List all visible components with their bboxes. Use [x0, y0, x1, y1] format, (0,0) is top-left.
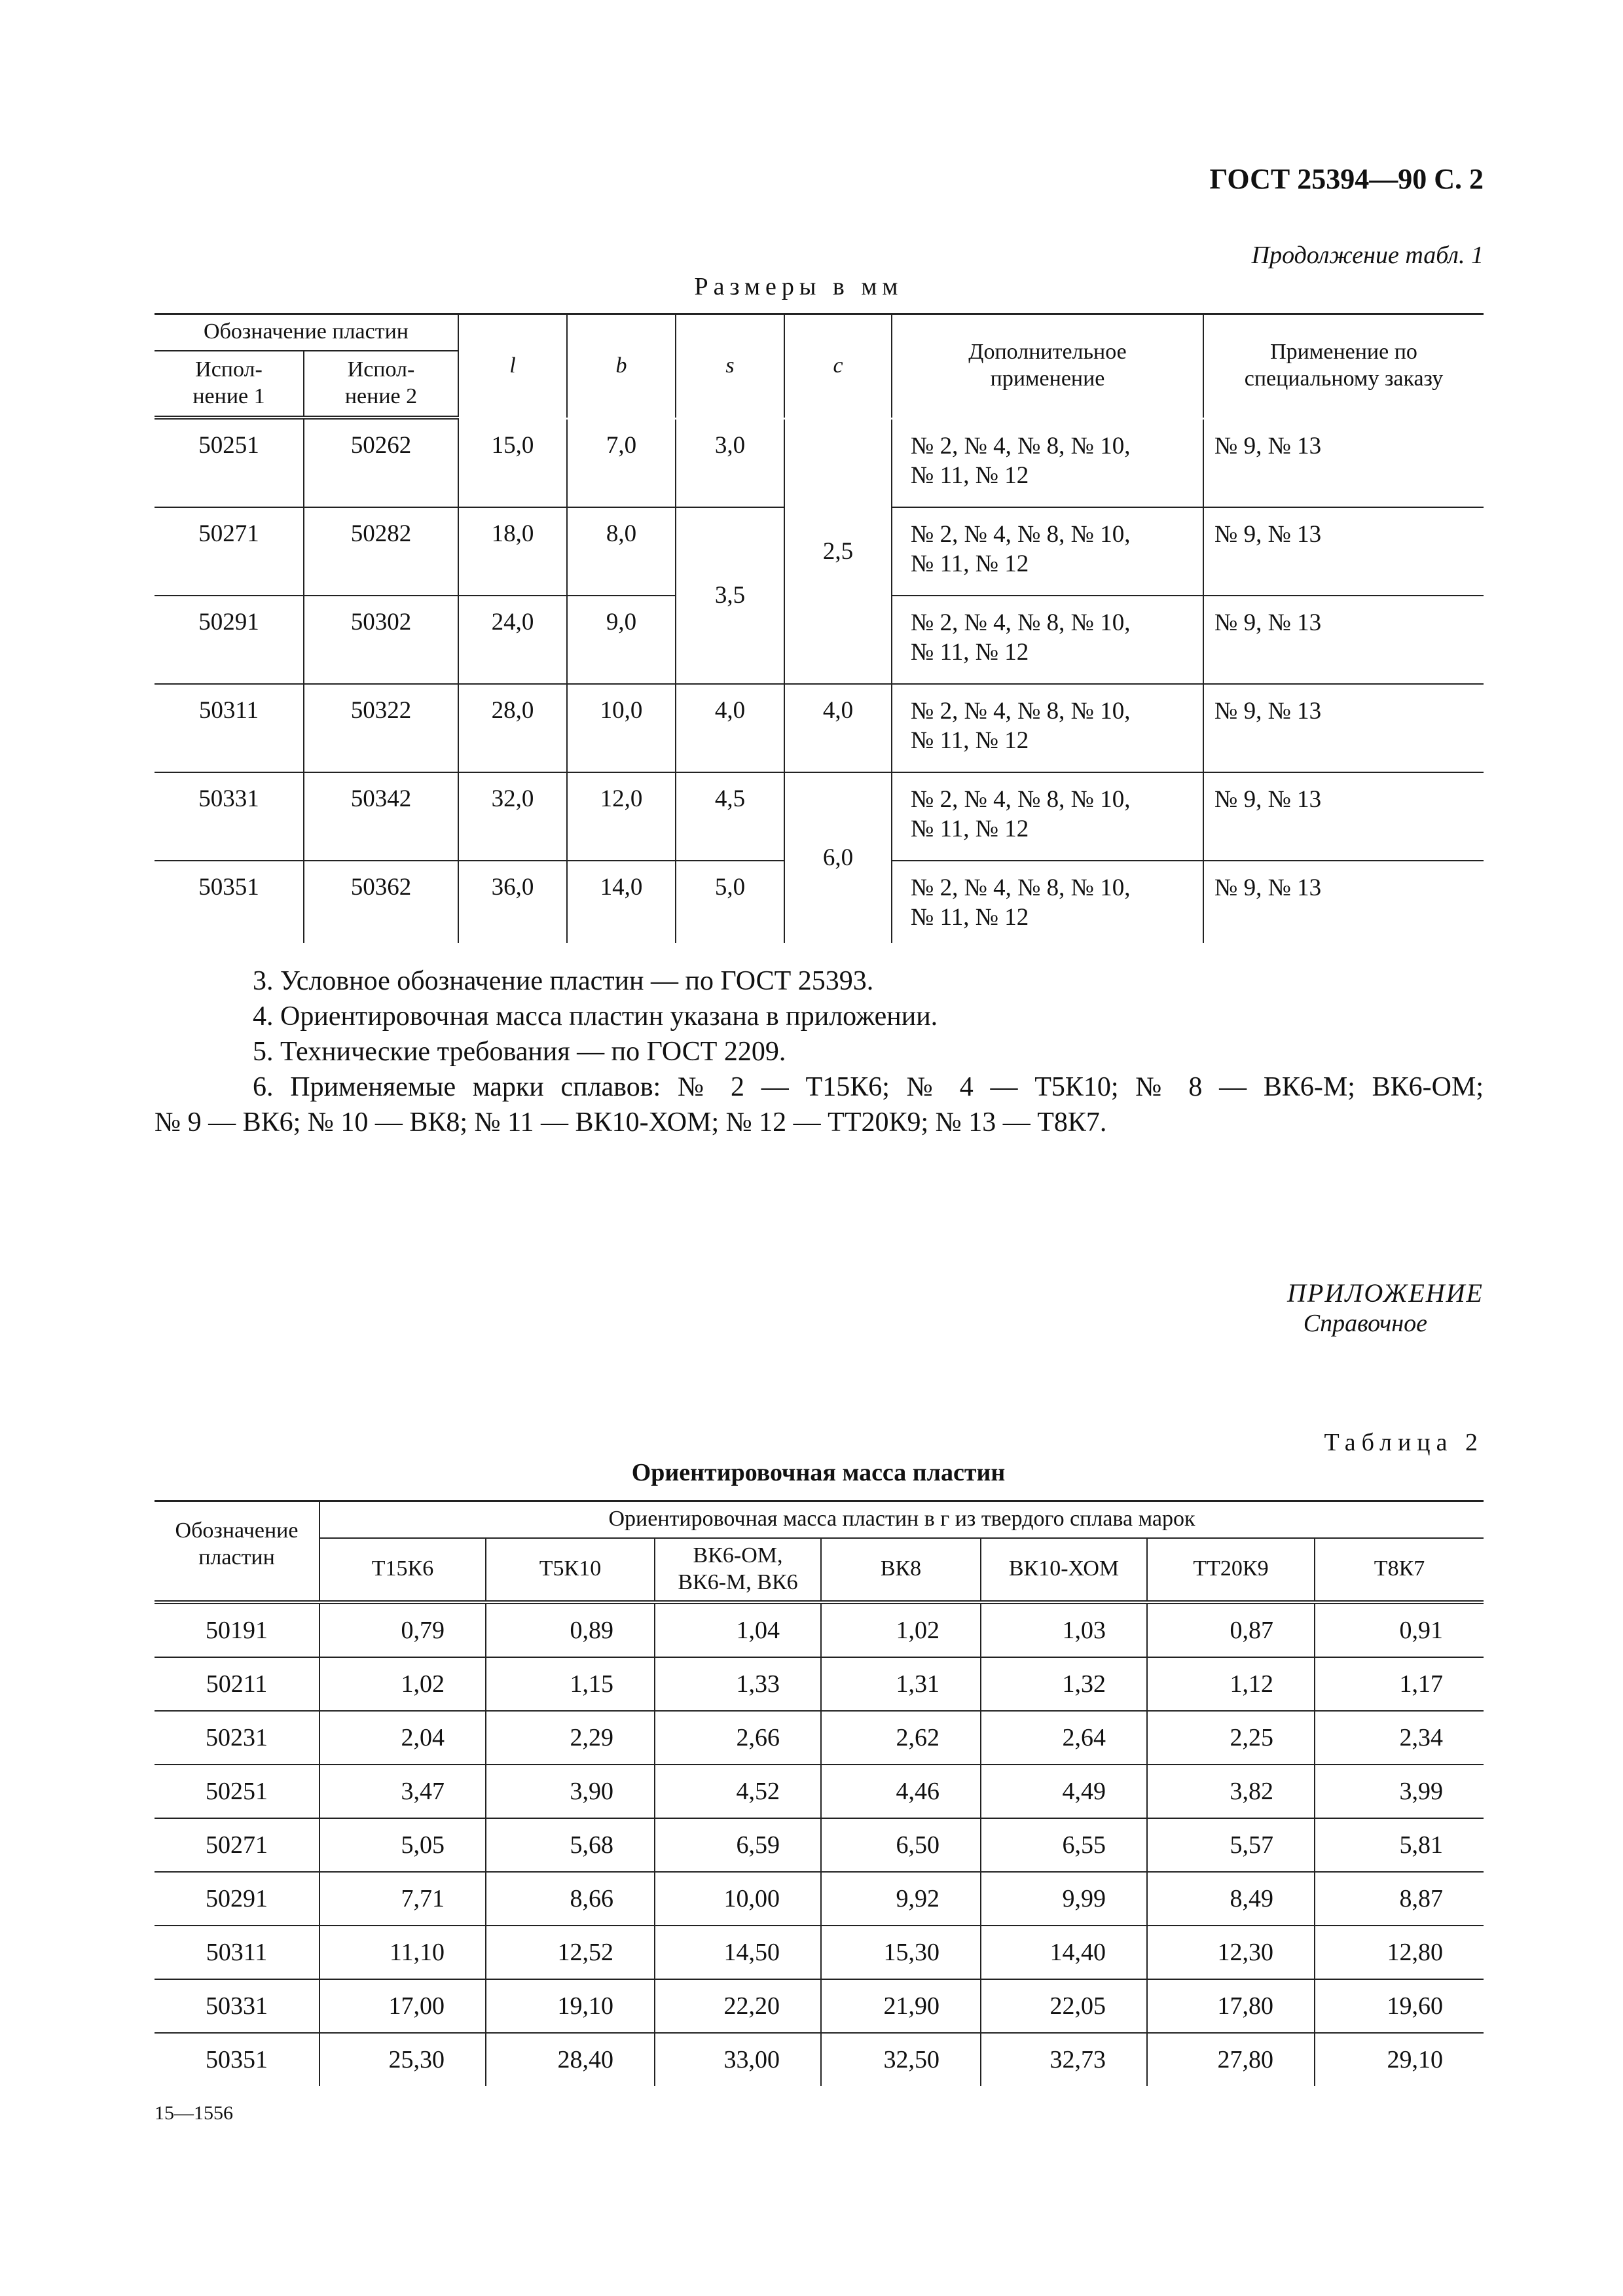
- special-order-cell: № 9, № 13: [1203, 772, 1484, 861]
- table-row: [155, 1765, 1484, 1818]
- mass-cell: 19,10: [486, 1979, 655, 2033]
- footer-code: 15—1556: [155, 2102, 233, 2124]
- table-row: [155, 1926, 1484, 1979]
- mass-cell: 1,04: [655, 1602, 821, 1657]
- table-row: [155, 1711, 1484, 1765]
- designation-cell: 50291: [155, 1872, 319, 1926]
- designation-cell: 50191: [206, 1616, 268, 1644]
- mass-cell: 5,68: [486, 1818, 655, 1872]
- variant1-header: Испол- нение 1: [155, 351, 304, 418]
- mass-cell: 12,30: [1147, 1926, 1315, 1979]
- mass-cell: 1,02: [821, 1602, 981, 1657]
- variant1-cell: 50271: [155, 507, 304, 596]
- mass-cell: 0,91: [1315, 1602, 1484, 1657]
- mass-cell: 0,89: [486, 1602, 655, 1657]
- s-cell: 3,0: [676, 420, 784, 507]
- table-row: [155, 1602, 1484, 1657]
- b-cell: 7,0: [567, 420, 676, 507]
- table2-title: Ориентировочная масса пластин: [631, 1459, 1006, 1486]
- mass-cell: 4,46: [821, 1765, 981, 1818]
- mass-cell: 1,12: [1147, 1657, 1315, 1711]
- s-cell: 4,5: [676, 772, 784, 861]
- alloy-column-header: Т8К7: [1315, 1538, 1484, 1602]
- s-header: s: [676, 314, 784, 418]
- mass-cell: 1,03: [981, 1602, 1147, 1657]
- variant2-cell: 50262: [304, 420, 458, 507]
- note-4: 4. Ориентировочная масса пластин указана в приложении.: [253, 1001, 938, 1031]
- b-cell: 8,0: [567, 507, 676, 596]
- mass-cell: 3,99: [1315, 1765, 1484, 1818]
- mass-cell: 0,79: [319, 1602, 486, 1657]
- variant2-cell: 50342: [304, 772, 458, 861]
- variant2-cell: 50362: [304, 861, 458, 943]
- designation-cell: 50211: [155, 1657, 319, 1711]
- mass-cell: 11,10: [319, 1926, 486, 1979]
- table-continuation-note: Продолжение табл. 1: [1251, 242, 1484, 269]
- mass-cell: 17,80: [1147, 1979, 1315, 2033]
- alloy-column-header: ВК6-ОМ, ВК6-М, ВК6: [655, 1538, 821, 1602]
- table-row: [155, 2033, 1484, 2086]
- designation-cell: 50331: [155, 1979, 319, 2033]
- mass-table: [155, 1500, 1484, 2086]
- l-cell: 24,0: [458, 596, 567, 684]
- mass-cell: 5,05: [319, 1818, 486, 1872]
- mass-cell: 1,17: [1315, 1657, 1484, 1711]
- designation-cell: 50271: [155, 1818, 319, 1872]
- special-order-cell: № 9, № 13: [1203, 861, 1484, 943]
- note-3: 3. Условное обозначение пластин — по ГОСТ 25393.: [253, 966, 874, 996]
- mass-cell: 1,15: [486, 1657, 655, 1711]
- l-cell: 15,0: [458, 420, 567, 507]
- mass-cell: 2,25: [1147, 1711, 1315, 1765]
- additional-use-cell: № 2, № 4, № 8, № 10, № 11, № 12: [892, 507, 1203, 596]
- additional-use-cell: № 2, № 4, № 8, № 10, № 11, № 12: [892, 772, 1203, 861]
- l-cell: 36,0: [458, 861, 567, 943]
- mass-cell: 14,50: [655, 1926, 821, 1979]
- l-cell: 32,0: [458, 772, 567, 861]
- alloy-column-header: ТТ20К9: [1147, 1538, 1315, 1602]
- b-cell: 14,0: [567, 861, 676, 943]
- table-row: [155, 1818, 1484, 1872]
- b-cell: 9,0: [567, 596, 676, 684]
- mass-cell: 32,73: [981, 2033, 1147, 2086]
- c-header: c: [784, 314, 892, 418]
- additional-use-cell: № 2, № 4, № 8, № 10, № 11, № 12: [892, 420, 1203, 507]
- additional-use-cell: № 2, № 4, № 8, № 10, № 11, № 12: [892, 684, 1203, 772]
- designation-cell: 50231: [155, 1711, 319, 1765]
- variant2-cell: 50302: [304, 596, 458, 684]
- s-cell: 3,5: [676, 507, 784, 684]
- mass-cell: 3,47: [319, 1765, 486, 1818]
- mass-cell: 1,33: [655, 1657, 821, 1711]
- mass-cell: 5,81: [1315, 1818, 1484, 1872]
- designation-cell: 50251: [155, 1765, 319, 1818]
- s-cell: 5,0: [676, 861, 784, 943]
- mass-cell: 33,00: [655, 2033, 821, 2086]
- c-cell: 4,0: [784, 684, 892, 772]
- mass-cell: 21,90: [821, 1979, 981, 2033]
- additional-use-cell: № 2, № 4, № 8, № 10, № 11, № 12: [892, 596, 1203, 684]
- alloy-column-header: Т5К10: [486, 1538, 655, 1602]
- mass-cell: 27,80: [1147, 2033, 1315, 2086]
- mass-cell: 1,32: [981, 1657, 1147, 1711]
- mass-cell: 9,92: [821, 1872, 981, 1926]
- mass-cell: 3,82: [1147, 1765, 1315, 1818]
- alloy-column-header: Т15К6: [319, 1538, 486, 1602]
- variant2-header: Испол- нение 2: [304, 351, 458, 418]
- mass-cell: 1,02: [319, 1657, 486, 1711]
- designation-header: Обозначение пластин: [155, 1501, 319, 1602]
- mass-cell: 17,00: [319, 1979, 486, 2033]
- variant1-cell: 50251: [198, 431, 259, 459]
- mass-cell: 22,05: [981, 1979, 1147, 2033]
- b-cell: 10,0: [567, 684, 676, 772]
- mass-cell: 2,34: [1315, 1711, 1484, 1765]
- note-5: 5. Технические требования — по ГОСТ 2209.: [253, 1037, 786, 1067]
- note-6: 6. Применяемые марки сплавов: № 2 — Т15К6; № 4 — Т5К10; № 8 — ВК6-М; ВК6-ОМ;: [253, 1072, 1484, 1102]
- special-order-cell: № 9, № 13: [1203, 507, 1484, 596]
- mass-cell: 22,20: [655, 1979, 821, 2033]
- variant2-cell: 50322: [304, 684, 458, 772]
- mass-cell: 2,29: [486, 1711, 655, 1765]
- notes-section: [155, 963, 1484, 1140]
- special-order-header: Применение по специальному заказу: [1203, 314, 1484, 418]
- note-6-continuation: № 9 — ВК6; № 10 — ВК8; № 11 — ВК10-ХОМ; № 12 — ТТ20К9; № 13 — Т8К7.: [155, 1107, 1107, 1138]
- mass-cell: 14,40: [981, 1926, 1147, 1979]
- mass-cell: 2,64: [981, 1711, 1147, 1765]
- table-row: [155, 1979, 1484, 2033]
- additional-use-cell: № 2, № 4, № 8, № 10, № 11, № 12: [892, 861, 1203, 943]
- table-row: [155, 1657, 1484, 1711]
- designation-cell: 50311: [155, 1926, 319, 1979]
- l-cell: 28,0: [458, 684, 567, 772]
- table-row: [155, 684, 1484, 772]
- page-header: ГОСТ 25394—90 С. 2: [1209, 163, 1484, 195]
- c-cell: 6,0: [784, 772, 892, 943]
- mass-cell: 8,66: [486, 1872, 655, 1926]
- alloy-column-header: ВК10-ХОМ: [981, 1538, 1147, 1602]
- mass-cell: 1,31: [821, 1657, 981, 1711]
- alloy-group-header: Ориентировочная масса пластин в г из твердого сплава марок: [319, 1501, 1484, 1538]
- mass-cell: 12,52: [486, 1926, 655, 1979]
- alloy-column-header: ВК8: [821, 1538, 981, 1602]
- table2-label: Таблица 2: [1324, 1429, 1484, 1456]
- designation-header: Обозначение пластин: [155, 314, 458, 351]
- table-row: [155, 1872, 1484, 1926]
- table-row: [155, 772, 1484, 861]
- l-cell: 18,0: [458, 507, 567, 596]
- dimensions-label: Размеры в мм: [694, 273, 903, 300]
- variant1-cell: 50331: [155, 772, 304, 861]
- special-order-cell: № 9, № 13: [1203, 596, 1484, 684]
- mass-cell: 32,50: [821, 2033, 981, 2086]
- mass-cell: 5,57: [1147, 1818, 1315, 1872]
- additional-use-header: Дополнительное применение: [892, 314, 1203, 418]
- variant1-cell: 50311: [155, 684, 304, 772]
- mass-cell: 2,04: [319, 1711, 486, 1765]
- mass-cell: 4,52: [655, 1765, 821, 1818]
- table-row: [155, 420, 1484, 507]
- special-order-cell: № 9, № 13: [1203, 420, 1484, 507]
- mass-cell: 2,62: [821, 1711, 981, 1765]
- mass-cell: 19,60: [1315, 1979, 1484, 2033]
- appendix-title: ПРИЛОЖЕНИЕ: [1287, 1278, 1484, 1308]
- variant1-cell: 50291: [155, 596, 304, 684]
- mass-cell: 8,87: [1315, 1872, 1484, 1926]
- mass-cell: 10,00: [655, 1872, 821, 1926]
- mass-cell: 4,49: [981, 1765, 1147, 1818]
- mass-cell: 2,66: [655, 1711, 821, 1765]
- variant2-cell: 50282: [304, 507, 458, 596]
- s-cell: 4,0: [676, 684, 784, 772]
- mass-cell: 28,40: [486, 2033, 655, 2086]
- l-header: l: [458, 314, 567, 418]
- mass-cell: 6,59: [655, 1818, 821, 1872]
- mass-cell: 6,50: [821, 1818, 981, 1872]
- mass-cell: 9,99: [981, 1872, 1147, 1926]
- mass-table-body: [155, 1602, 1484, 2086]
- mass-cell: 25,30: [319, 2033, 486, 2086]
- mass-cell: 8,49: [1147, 1872, 1315, 1926]
- mass-cell: 12,80: [1315, 1926, 1484, 1979]
- dimensions-table: [155, 313, 1484, 943]
- mass-cell: 3,90: [486, 1765, 655, 1818]
- b-header: b: [567, 314, 676, 418]
- mass-cell: 15,30: [821, 1926, 981, 1979]
- c-cell: 2,5: [784, 420, 892, 684]
- special-order-cell: № 9, № 13: [1203, 684, 1484, 772]
- mass-cell: 7,71: [319, 1872, 486, 1926]
- mass-cell: 29,10: [1315, 2033, 1484, 2086]
- appendix-subtitle: Справочное: [1303, 1310, 1427, 1337]
- designation-cell: 50351: [155, 2033, 319, 2086]
- b-cell: 12,0: [567, 772, 676, 861]
- mass-cell: 0,87: [1147, 1602, 1315, 1657]
- variant1-cell: 50351: [155, 861, 304, 943]
- mass-cell: 6,55: [981, 1818, 1147, 1872]
